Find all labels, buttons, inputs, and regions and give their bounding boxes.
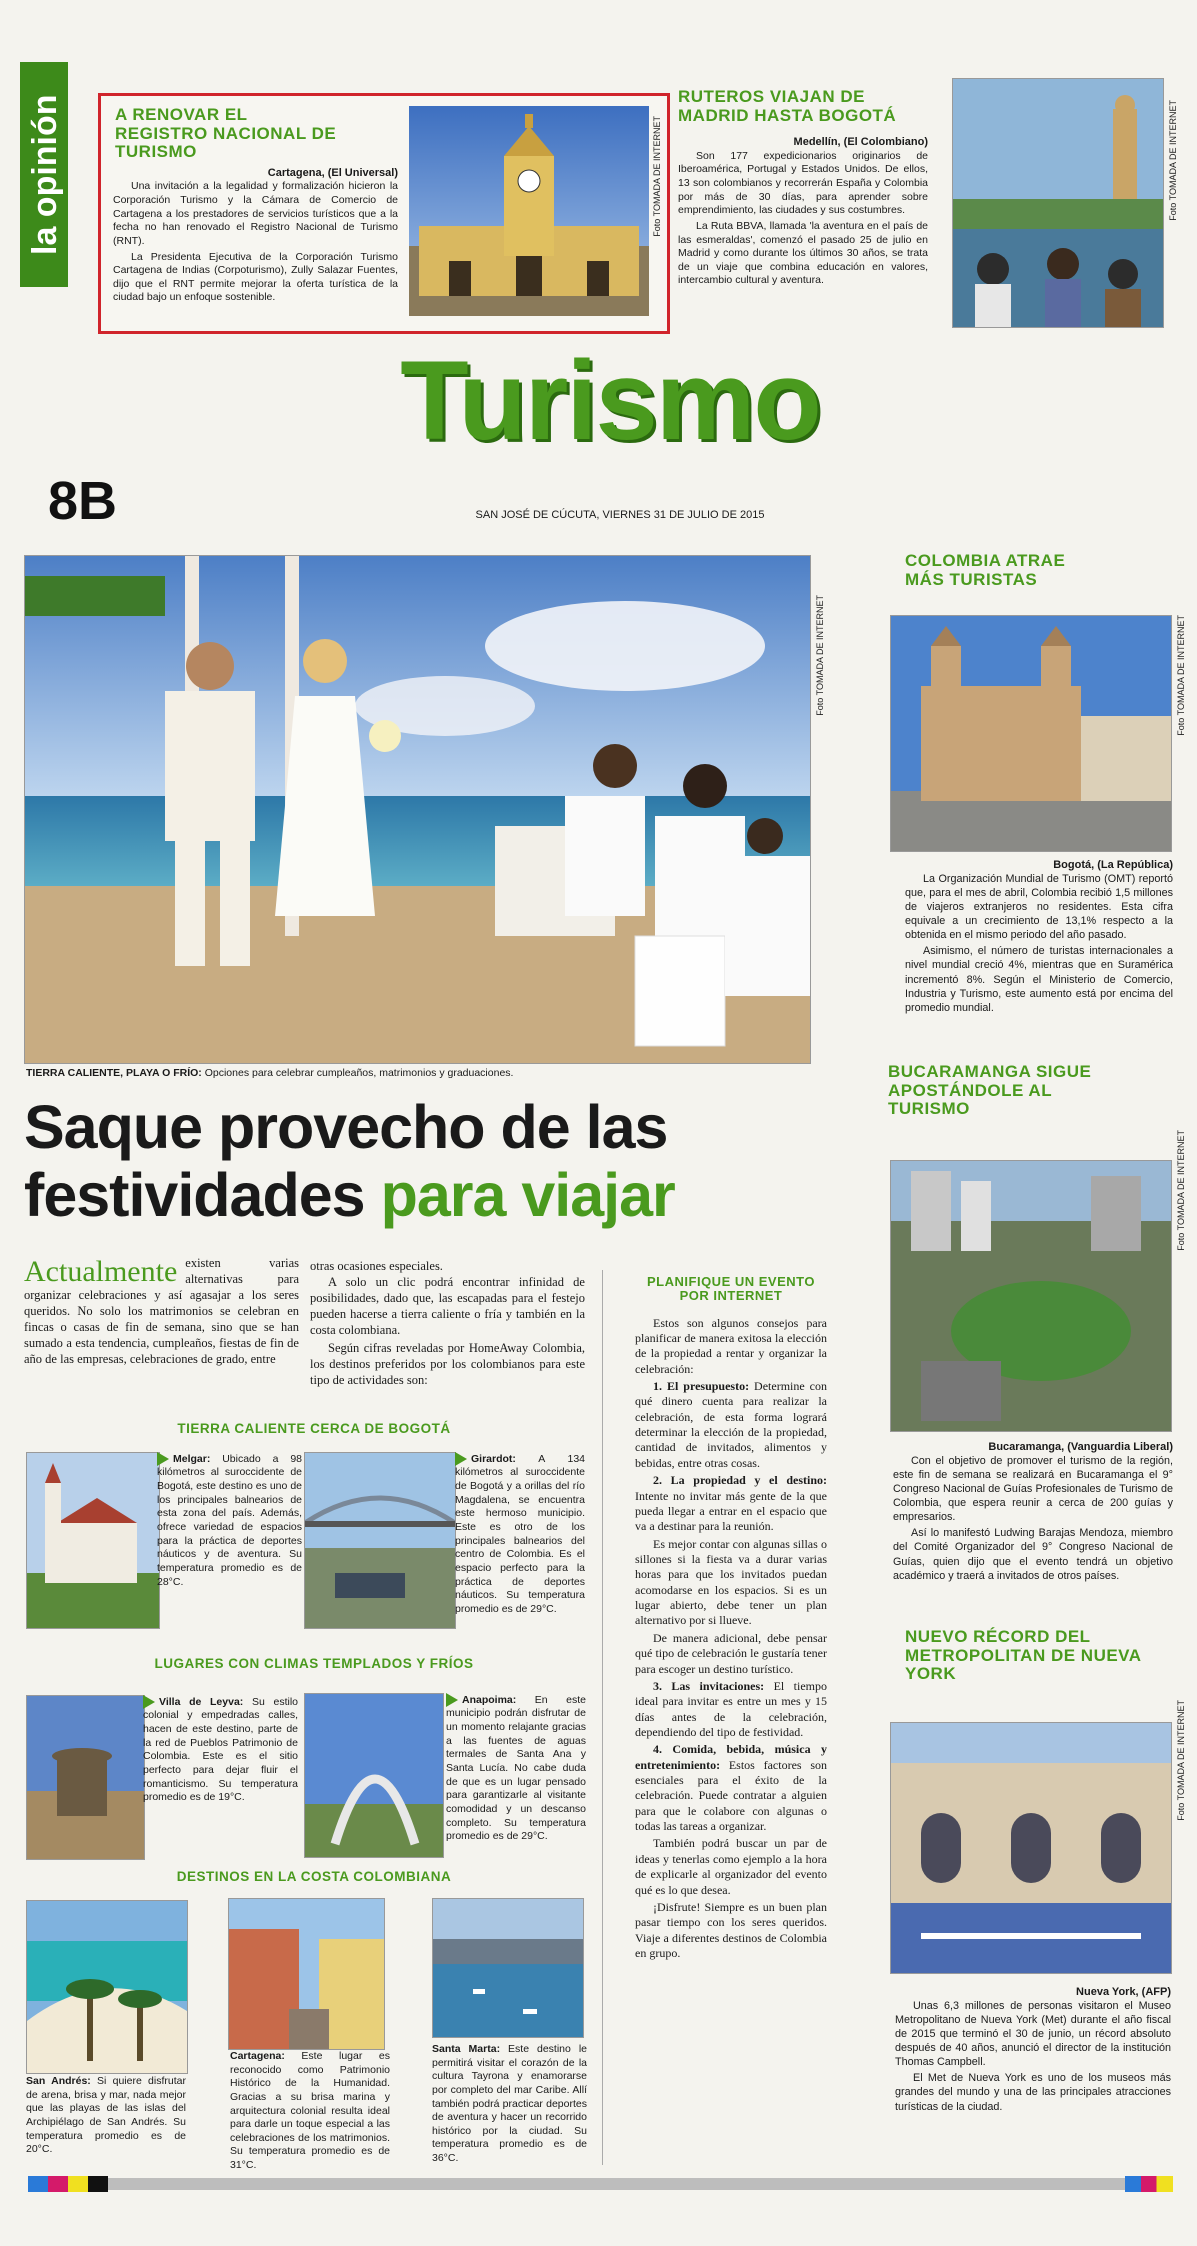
masthead-dateline: SAN JOSÉ DE CÚCUTA, VIERNES 31 DE JULIO DE 2015 (475, 509, 765, 521)
main-headline (24, 1093, 824, 1230)
right-a1-headline: COLOMBIA ATRAE MÁS TURISTAS (905, 551, 1066, 589)
photo-credit: Foto TOMADA DE INTERNET (815, 595, 825, 716)
column-divider (602, 1270, 603, 2165)
item3-title: 3. Las invitaciones: (653, 1678, 765, 1693)
section-2-title: LUGARES CON CLIMAS TEMPLADOS Y FRÍOS (154, 1656, 474, 1671)
cartagena-clocktower-photo (409, 106, 649, 316)
photo-credit: Foto TOMADA DE INTERNET (1176, 615, 1186, 736)
cartagena-text (230, 2050, 390, 2173)
melgar-photo (26, 1452, 160, 1629)
anapoima-photo (304, 1693, 444, 1858)
top-left-body (113, 166, 398, 307)
photo-credit: Foto TOMADA DE INTERNET (1176, 1130, 1186, 1251)
ruteros-photo (952, 78, 1164, 328)
item2-p2: Es mejor contar con algunas sillas o sillones si la fiesta va a durar varias horas para que los invitados puedan acomodarse en los espacios. Si es un lugar abierto, debe tener un plan alternativo por si llueve. (635, 1536, 827, 1628)
anapoima-name: Anapoima: (462, 1693, 517, 1706)
color-swatch-left (28, 2176, 108, 2192)
right-a2-headline: BUCARAMANGA SIGUE APOSTÁNDOLE AL TURISMO (888, 1062, 1092, 1119)
top-right-p2: La Ruta BBVA, llamada 'la aventura en el país de las esmeraldas', comenzó el pasado 25 de julio en Madrid y como durante los últimos 30 años, se trata de un viaje que combina educación en valores, intercambio cultural y aventura. (678, 219, 928, 287)
intro-column-1 (24, 1255, 299, 1367)
right-a2-p1: Con el objetivo de promover el turismo de la región, este fin de semana se realizará en Bucaramanga el 9° Congreso Nacional de Guías Profesionales de Turismo de Colombia, que espera reunir a cerca de 200 guías y empresarios. (893, 1455, 1173, 1524)
met-museum-photo (890, 1722, 1172, 1974)
bucaramanga-photo (890, 1160, 1172, 1432)
right-a1-body (905, 858, 1173, 1017)
top-left-article (98, 93, 670, 334)
melgar-name: Melgar: (173, 1452, 211, 1465)
top-right-body (678, 135, 928, 288)
page-number: 8B (48, 471, 118, 531)
item3-text: El tiempo ideal para invitar es entre un mes y 15 días antes de la celebración, dependiendo del tipo de festividad. (635, 1678, 827, 1739)
right-a2-dateline: Bucaramanga, (Vanguardia Liberal) (988, 1441, 1173, 1453)
top-right-article (678, 88, 928, 290)
color-registration-bar (28, 2178, 1173, 2190)
bullet-arrow-icon (157, 1452, 169, 1466)
item1-title: 1. El presupuesto: (653, 1379, 750, 1394)
top-left-p2: La Presidenta Ejecutiva de la Corporación Turismo Cartagena de Indias (Corpoturismo), Zully Salazar Fuentes, dijo que el RNT permite mejorar la oferta turística de la ciudad bajo un enfoque sostenible. (113, 250, 398, 304)
right-a3-headline: NUEVO RÉCORD DEL METROPOLITAN DE NUEVA YORK (905, 1627, 1141, 1684)
leyva-desc: Su estilo colonial y empedradas calles, hacen de este destino, parte de la red de Pueblos Patrimonio de Colombia. Este es el sitio perfecto para dejar fluir el romanticismo. Su temperatura promedio es de 19°C. (143, 1695, 298, 1804)
san-andres-text (26, 2075, 186, 2157)
right-a3-p1: Unas 6,3 millones de personas visitaron el Museo Metropolitano de Nueva York (Met) durante el año fiscal de 2015 que terminó el 30 de junio, un récord absoluto después de 40 años, anunció el director de la institución Thomas Campbell. (895, 2000, 1171, 2069)
right-a3-body (895, 1985, 1171, 2116)
top-right-p1: Son 177 expedicionarios originarios de Iberoamérica, Portugal y Estados Unidos. De ellos, 13 son colombianos y recorrerán España y Colombia por más de 30 días, para aprender sobre emprendimiento, las ciudades y sus costumbres. (678, 149, 928, 217)
top-right-headline: RUTEROS VIAJAN DE MADRID HASTA BOGOTÁ (678, 87, 897, 125)
right-a1-dateline: Bogotá, (La República) (1053, 859, 1173, 871)
section-1-title: TIERRA CALIENTE CERCA DE BOGOTÁ (177, 1421, 451, 1436)
bullet-arrow-icon (446, 1693, 458, 1707)
item4-p2: También podrá buscar un par de ideas y tenerlas como ejemplo a la hora de explicarle al organizador del evento qué es lo que desea. (635, 1836, 827, 1897)
cartagena-street-photo (228, 1898, 385, 2050)
right-a2-p2: Así lo manifestó Ludwing Barajas Mendoza, miembro del Comité Organizador del 9° Congreso Nacional de Guías, quien dijo que el evento tendrá un objetivo académico y traerá a invitados de otros países. (893, 1527, 1173, 1582)
melgar-desc: Ubicado a 98 kilómetros al suroccidente de Bogotá, este destino es uno de los principales balnearios de esta zona del país. Además, ofrece variedad de espacios para la práctica de deportes náuticos y de aventura. Su temperatura promedio es de 28°C. (157, 1452, 302, 1588)
item2-text: Intente no invitar más gente de la que pueda llegar a entrar en el espacio que va a destinar para la reunión. (635, 1488, 827, 1534)
photo-credit: Foto TOMADA DE INTERNET (1168, 100, 1178, 221)
intro-text-2c: Según cifras reveladas por HomeAway Colombia, los destinos preferidos por los colombianos para este tipo de actividades son: (310, 1341, 585, 1387)
right-a2-body (893, 1440, 1173, 1585)
anapoima-text (446, 1693, 586, 1844)
headline-line1: Saque provecho de las (24, 1093, 668, 1161)
headline-line2-green: para viajar (380, 1161, 675, 1230)
item2-p3: De manera adicional, debe pensar qué tipo de celebración le gustaría tener para escoger un destino turístico. (635, 1630, 827, 1676)
anapoima-desc: En este municipio podrán disfrutar de un momento relajante gracias a las fuentes de aguas termales de Santa Ana y Santa Lucía. No cabe duda de que es un lugar pensado para garantizarle al visitante comodidad y un descanso completo. Su temperatura promedio es de 29°C. (446, 1693, 586, 1843)
caption-bold: TIERRA CALIENTE, PLAYA O FRÍO: (26, 1067, 202, 1079)
main-photo-caption (26, 1067, 513, 1079)
masthead-title: Turismo (400, 338, 820, 463)
bogota-cathedral-photo (890, 615, 1172, 852)
girardot-photo (304, 1452, 456, 1629)
top-left-dateline: Cartagena, (El Universal) (267, 167, 398, 179)
girardot-text (455, 1452, 585, 1616)
caption-text: Opciones para celebrar cumpleaños, matrimonios y graduaciones. (201, 1067, 514, 1079)
girardot-desc: A 134 kilómetros al suroccidente de Bogotá y a orillas del río Magdalena, se encuentra este hermoso municipio. Este es otro de los principales balnearios del centro de Colombia. Es el espacio perfecto para la práctica de deportes náuticos. Su temperatura promedio es de 29°C. (455, 1452, 585, 1615)
planning-title: PLANIFIQUE UN EVENTO POR INTERNET (647, 1274, 815, 1304)
santa-marta-text (432, 2043, 587, 2166)
item4-title: 4. Comida, bebida, música y entretenimiento: (635, 1742, 827, 1772)
villa-de-leyva-text (143, 1695, 298, 1805)
top-left-headline: A RENOVAR EL REGISTRO NACIONAL DE TURISMO (115, 105, 337, 162)
bullet-arrow-icon (143, 1695, 155, 1709)
intro-column-2 (310, 1258, 585, 1390)
sanandres-desc: Si quiere disfrutar de arena, brisa y mar, nada mejor que las playas de las islas del Archipiélago de San Andrés. Su temperatura promedio es de 20°C. (26, 2075, 186, 2156)
planning-sidebar (635, 1275, 827, 1963)
cartagena-name: Cartagena: (230, 2050, 285, 2062)
item1-text: Determine con qué dinero cuenta para realizar la celebración, de esta forma logrará determinar la elección de la propiedad, cantidad de invitados, alimentos y bebidas, entre otras cosas. (635, 1379, 827, 1470)
beach-wedding-photo (24, 555, 811, 1064)
right-a1-p2: Asimismo, el número de turistas internacionales a nivel mundial creció 4%, mientras que en Suramérica incrementó 8%. Según el Ministerio de Comercio, Industria y Turismo, este aumento está por encima del promedio mundial. (905, 945, 1173, 1014)
right-a1-p1: La Organización Mundial de Turismo (OMT) reportó que, para el mes de abril, Colombia recibió 1,5 millones de viajeros extranjeros no residentes. Esta cifra equivale a un crecimiento de 13,1% respecto a la obtenida en el mismo periodo del año pasado. (905, 873, 1173, 942)
santamarta-desc: Este destino le permitirá visitar el corazón de la cultura Tayrona y enamorarse por completo del mar Caribe. Allí también podrá practicar deportes de aventura y hacer un recorrido histórico por la ciudad. Su temperatura promedio es de 36°C. (432, 2043, 587, 2165)
san-andres-photo (26, 1900, 188, 2074)
right-a3-dateline: Nueva York, (AFP) (1076, 1986, 1171, 1998)
intro-text-2b: A solo un clic podrá encontrar infinidad de posibilidades, dado que, las escapadas para el festejo pueden hacerse a tierra caliente o fría y también en la costa colombiana. (310, 1275, 585, 1337)
headline-line2-black: festividades (24, 1161, 365, 1230)
photo-credit: Foto TOMADA DE INTERNET (1176, 1700, 1186, 1821)
sanandres-name: San Andrés: (26, 2075, 91, 2087)
santa-marta-photo (432, 1898, 584, 2038)
section-3-title: DESTINOS EN LA COSTA COLOMBIANA (176, 1869, 452, 1884)
planning-intro: Estos son algunos consejos para planificar de manera exitosa la elección de la propiedad a rentar y organizar la celebración: (635, 1315, 827, 1376)
item4-text: Estos factores son esenciales para el éxito de la celebración. Puede contratar a alguien para que le colabore con algunas o todas las tareas a organizar. (635, 1757, 827, 1834)
girardot-name: Girardot: (471, 1452, 516, 1465)
right-a3-p2: El Met de Nueva York es uno de los museos más grandes del mundo y una de las principales atracciones turísticas de la ciudad. (895, 2072, 1171, 2113)
intro-text-1: existen varias alternativas para organizar celebraciones y así agasajar a los seres queridos. No solo los matrimonios se celebran en fincas o casas de fin de semana, sino que se han sumado a esta tendencia, cumpleaños, fiestas de fin de año de las empresas, celebraciones de grado, entre (24, 1256, 299, 1366)
color-swatch-right (1125, 2176, 1173, 2192)
intro-text-2a: otras ocasiones especiales. (310, 1259, 443, 1273)
santamarta-name: Santa Marta: (432, 2043, 501, 2055)
lead-word: Actualmente (24, 1255, 178, 1288)
leyva-name: Villa de Leyva: (159, 1695, 244, 1708)
item2-title: 2. La propiedad y el destino: (653, 1473, 827, 1488)
planning-closing: ¡Disfrute! Siempre es un buen plan pasar tiempo con los seres queridos. Viaje a diferentes destinos de Colombia en grupo. (635, 1899, 827, 1960)
melgar-text (157, 1452, 302, 1589)
bullet-arrow-icon (455, 1452, 467, 1466)
planning-body (635, 1316, 827, 1962)
photo-credit: Foto TOMADA DE INTERNET (652, 116, 662, 237)
section-tag (20, 62, 68, 287)
top-right-dateline: Medellín, (El Colombiano) (793, 136, 928, 149)
section-tag-label: la opinión (26, 94, 64, 255)
cartagena-desc: Este lugar es reconocido como Patrimonio Histórico de la Humanidad. Gracias a su brisa marina y arquitectura colonial resulta ideal para darle un toque especial a las celebraciones de los matrimonios. Su temperatura promedio es de 31°C. (230, 2050, 390, 2172)
top-left-p1: Una invitación a la legalidad y formalización hicieron la Corporación Turismo y la Cámara de Comercio de Cartagena a los prestadores de servicios turísticos que a la fecha no han renovado el Registro Nacional de Turismo (RNT). (113, 180, 398, 247)
villa-de-leyva-photo (26, 1695, 145, 1860)
